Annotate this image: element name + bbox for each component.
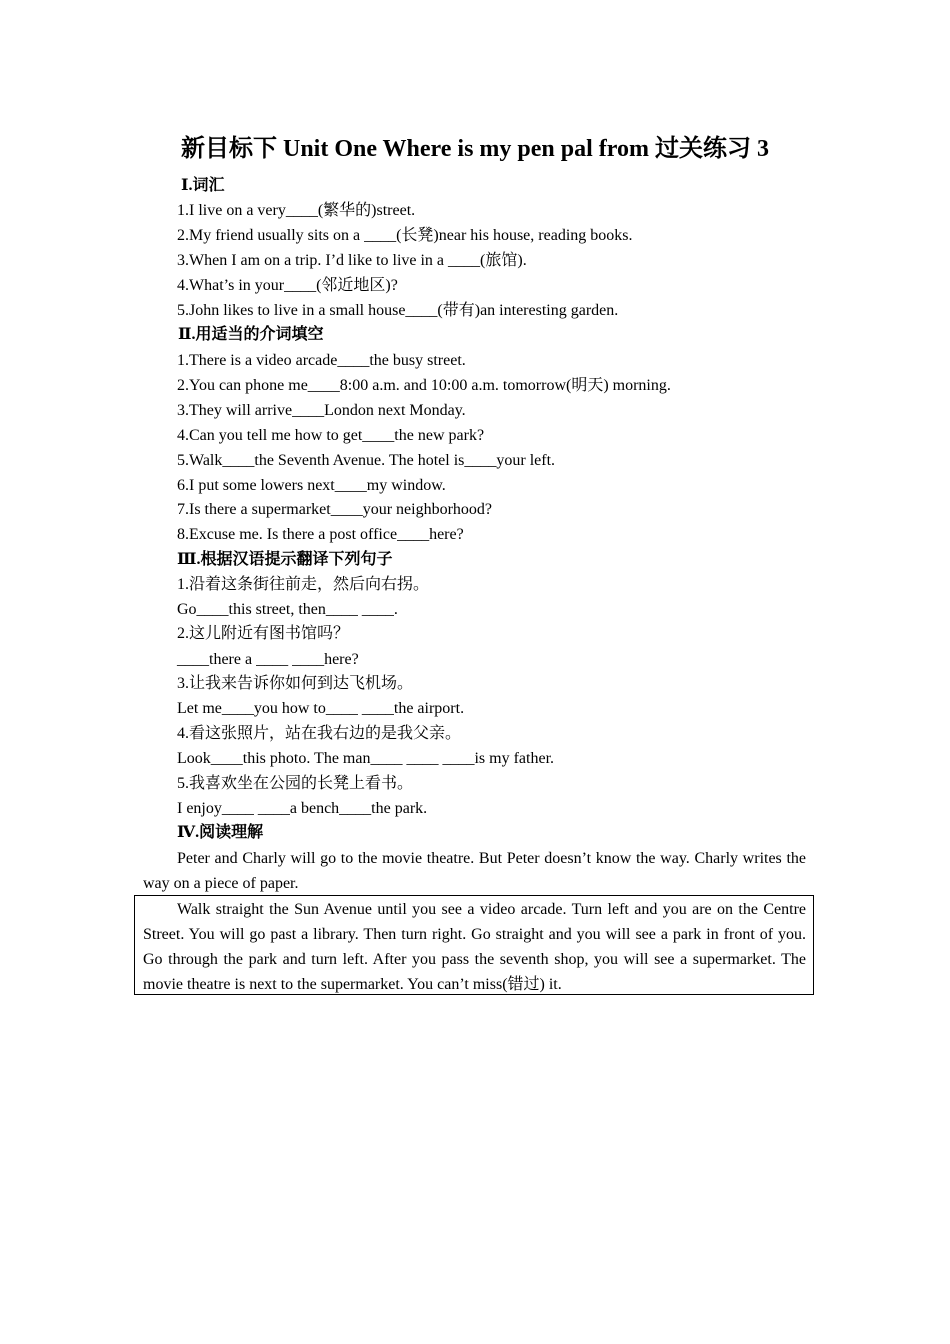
section-1-heading: Ⅰ.词汇 [181,177,225,194]
s3-line-5: 3.让我来告诉你如何到达飞机场。 [177,675,414,692]
section-4-heading: Ⅳ.阅读理解 [177,824,264,841]
s2-item-2: 2.You can phone me____8:00 a.m. and 10:00 a.m. tomorrow(明天) morning. [177,377,671,394]
s2-item-8: 8.Excuse me. Is there a post office____here? [177,526,464,543]
s3-line-10: I enjoy____ ____a bench____the park. [177,800,428,817]
s1-item-5: 5.John likes to live in a small house____(带有)an interesting garden. [177,302,619,319]
reading-intro: Peter and Charly will go to the movie theatre. But Peter doesn’t know the way. Charly writes the way on a piece of paper. [143,850,806,892]
s1-item-4: 4.What’s in your____(邻近地区)? [177,277,398,294]
s2-item-6: 6.I put some lowers next____my window. [177,477,446,494]
s3-line-1: 1.沿着这条街往前走，然后向右拐。 [177,576,430,593]
section-2-heading: Ⅱ.用适当的介词填空 [178,326,324,343]
s2-item-3: 3.They will arrive____London next Monday. [177,402,466,419]
s1-item-2: 2.My friend usually sits on a ____(长凳)near his house, reading books. [177,227,633,244]
s3-line-9: 5.我喜欢坐在公园的长凳上看书。 [177,775,414,792]
reading-passage: Walk straight the Sun Avenue until you see a video arcade. Turn left and you are on the Centre Street. You will go past a library. Then turn right. Go straight and you will see a park in front of you. Go through the park and turn left. After you pass the seventh shop, you will see a supermarket. The movie theatre is next to the supermarket. You can’t miss(错过) it. [143,901,806,993]
reading-passage-box [134,895,814,995]
s3-line-2: Go____this street, then____ ____. [177,601,398,618]
s2-item-7: 7.Is there a supermarket____your neighborhood? [177,501,493,518]
page-title: 新目标下 Unit One Where is my pen pal from 过关练习 3 [180,136,769,162]
s3-line-4: ____there a ____ ____here? [177,651,359,668]
s1-item-1: 1.I live on a very____(繁华的)street. [177,202,416,219]
section-3-heading: Ⅲ.根据汉语提示翻译下列句子 [177,551,393,568]
s2-item-4: 4.Can you tell me how to get____the new park? [177,427,485,444]
s3-line-7: 4.看这张照片，站在我右边的是我父亲。 [177,725,462,742]
s3-line-6: Let me____you how to____ ____the airport. [177,700,465,717]
s3-line-8: Look____this photo. The man____ ____ ____is my father. [177,750,555,767]
s3-line-3: 2.这儿附近有图书馆吗？ [177,625,350,642]
s1-item-3: 3.When I am on a trip. I’d like to live in a ____(旅馆). [177,252,527,269]
s2-item-5: 5.Walk____the Seventh Avenue. The hotel is____your left. [177,452,556,469]
s2-item-1: 1.There is a video arcade____the busy street. [177,352,466,369]
